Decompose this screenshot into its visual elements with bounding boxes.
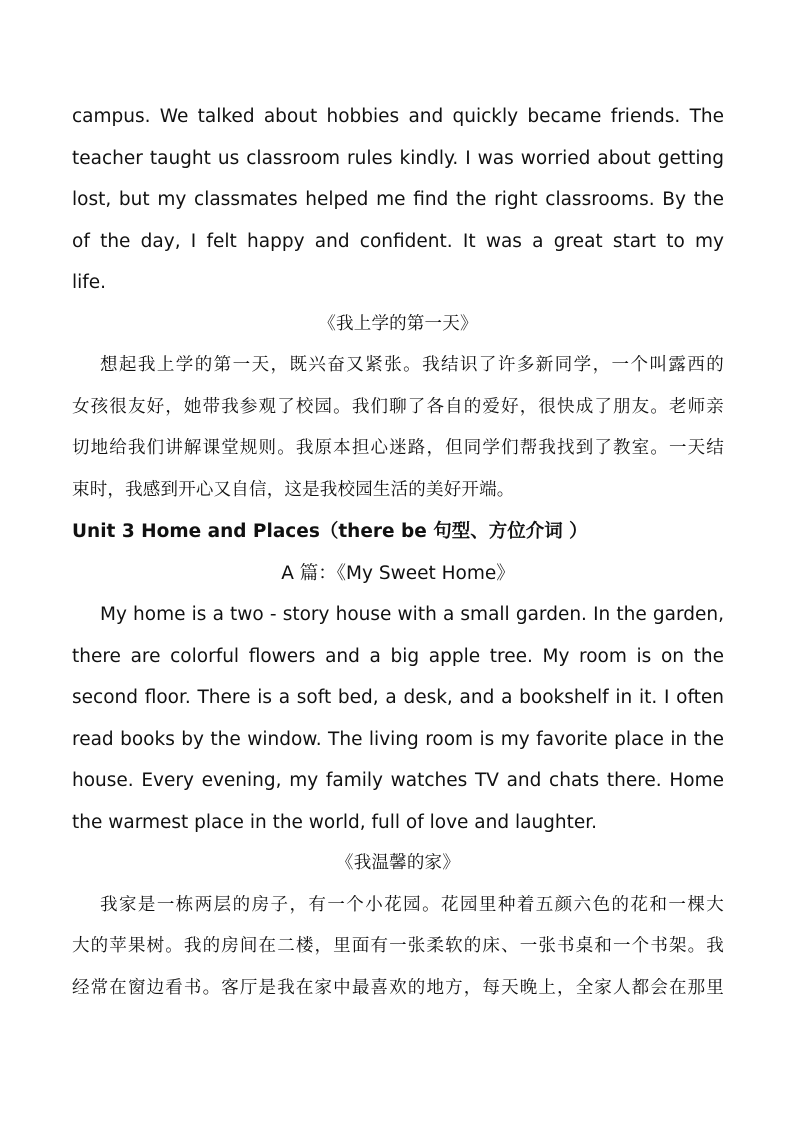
paragraph-line: there are colorful flowers and a big apple tree. My room is on the [72,645,724,667]
paragraph-line: 束时，我感到开心又自信，这是我校园生活的美好开端。 [72,479,515,500]
unit-heading: Unit 3 Home and Places（there be 句型、方位介词 ） [72,521,588,542]
paragraph-line: 想起我上学的第一天，既兴奋又紧张。我结识了许多新同学，一个叫露西的 [100,355,724,375]
paragraph-line: read books by the window. The living room is my favorite place in the [72,728,724,750]
paragraph-line: house. Every evening, my family watches TV and chats there. Home [72,770,724,791]
paragraph-line: 女孩很友好，她带我参观了校园。我们聊了各自的爱好，很快成了朋友。老师亲 [72,396,724,417]
section-title: 《我温馨的家》 [336,853,460,873]
paragraph-line: campus. We talked about hobbies and quickly became friends. The [72,106,724,127]
paragraph-line: 大的苹果树。我的房间在二楼，里面有一张柔软的床、一张书桌和一个书架。我 [72,936,724,956]
paragraph-line: 经常在窗边看书。客厅是我在家中最喜欢的地方，每天晚上，全家人都会在那里 [72,977,724,998]
paragraph-line: the warmest place in the world, full of love and laughter. [72,811,598,833]
paragraph-line: second floor. There is a soft bed, a desk, and a bookshelf in it. I often [72,687,724,708]
paragraph-line: 我家是一栋两层的房子，有一个小花园。花园里种着五颜六色的花和一棵大 [100,894,724,915]
paragraph-line: 切地给我们讲解课堂规则。我原本担心迷路，但同学们帮我找到了教室。一天结 [72,438,724,458]
section-title: 《我上学的第一天》 [318,313,478,334]
section-title: A 篇：《My Sweet Home》 [281,562,515,584]
paragraph-line: life. [72,272,107,293]
paragraph-line: teacher taught us classroom rules kindly. I was worried about getting [72,147,724,169]
paragraph-line: of the day, I felt happy and confident. It was a great start to my [72,230,724,252]
paragraph-line: My home is a two - story house with a small garden. In the garden, [100,604,724,625]
paragraph-line: lost, but my classmates helped me find the right classrooms. By the [72,189,724,210]
document-page [72,96,724,1009]
